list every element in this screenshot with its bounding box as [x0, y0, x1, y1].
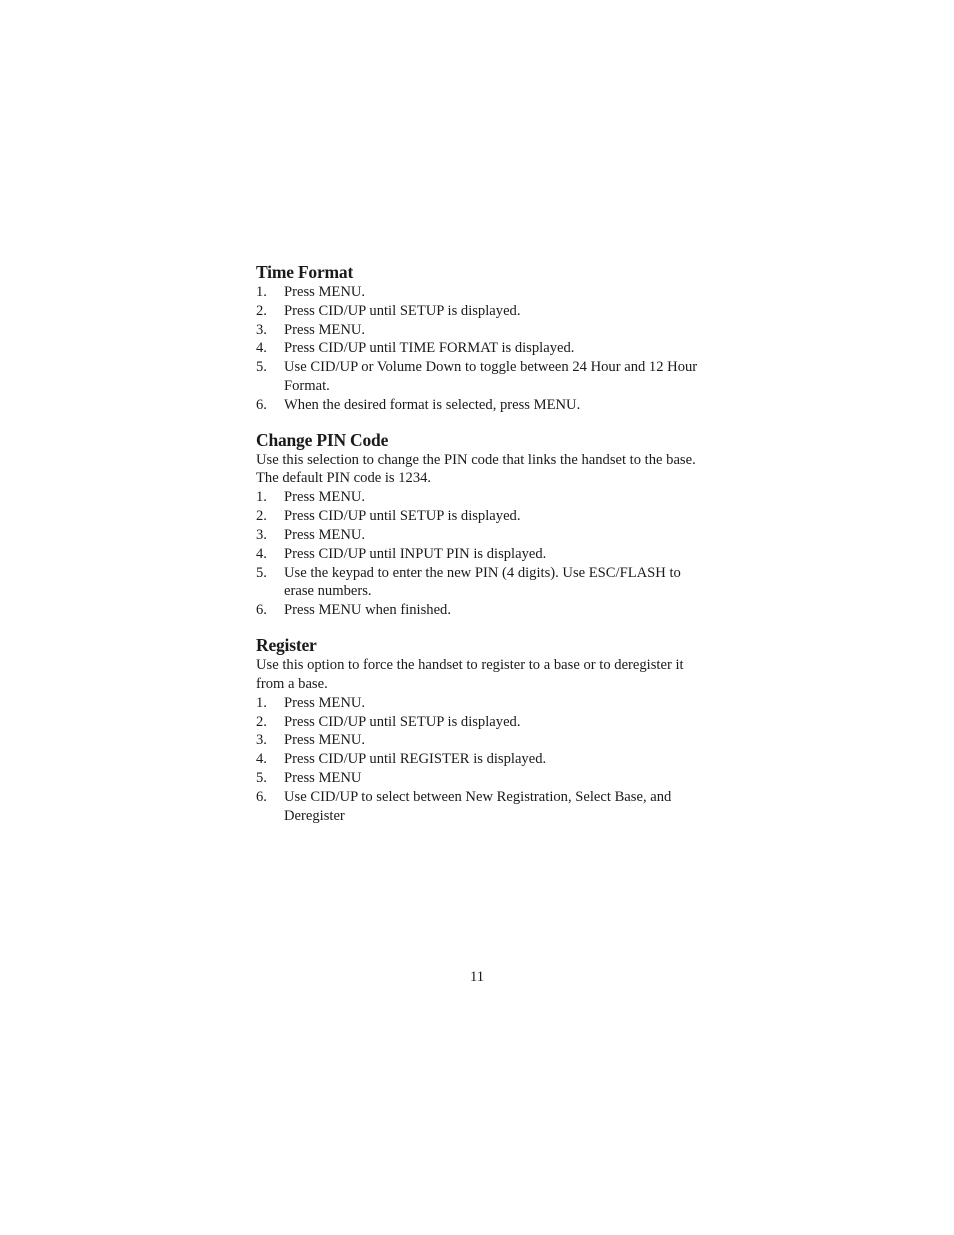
list-item [256, 339, 702, 358]
list-item [256, 731, 702, 750]
step-text: Press MENU. [284, 284, 366, 300]
step-text: Press CID/UP until SETUP is displayed. [284, 508, 521, 525]
list-item [256, 283, 702, 302]
list-item [256, 358, 702, 396]
list-item [256, 769, 702, 788]
step-text: Press MENU [284, 769, 362, 786]
step-number: 1. [256, 284, 267, 300]
step-text: Press MENU. [284, 526, 366, 543]
list-item [256, 507, 702, 526]
step-text: Press MENU. [284, 694, 366, 711]
step-number: 4. [256, 545, 267, 562]
section-title: Time Format [256, 262, 354, 282]
section-intro: Use this option to force the handset to register to a base or to deregister it from a base. [256, 656, 684, 692]
step-text: Press MENU. [284, 321, 366, 338]
step-text: Press CID/UP until SETUP is displayed. [284, 302, 521, 319]
step-number: 6. [256, 602, 267, 619]
step-text: Use CID/UP or Volume Down to toggle between 24 Hour and 12 Hour Format. [284, 359, 698, 394]
section-time-format [256, 261, 702, 415]
list-item [256, 321, 702, 340]
step-text: Press MENU when finished. [284, 602, 452, 619]
step-number: 3. [256, 321, 267, 338]
step-text: When the desired format is selected, press MENU. [284, 396, 581, 413]
list-item [256, 526, 702, 545]
step-number: 3. [256, 526, 267, 543]
step-number: 2. [256, 713, 267, 730]
step-text: Press CID/UP until TIME FORMAT is displayed. [284, 340, 575, 357]
step-number: 2. [256, 302, 267, 319]
step-number: 1. [256, 694, 267, 711]
step-number: 4. [256, 751, 267, 768]
section-register [256, 634, 702, 825]
list-item [256, 302, 702, 321]
list-item [256, 750, 702, 769]
step-number: 6. [256, 396, 267, 413]
step-number: 4. [256, 340, 267, 357]
list-item [256, 396, 702, 415]
step-number: 6. [256, 788, 267, 805]
step-text: Use the keypad to enter the new PIN (4 digits). Use ESC/FLASH to erase numbers. [284, 564, 681, 600]
step-text: Press CID/UP until REGISTER is displayed. [284, 751, 547, 768]
step-number: 3. [256, 732, 267, 749]
step-text: Press MENU. [284, 489, 366, 506]
section-title: Change PIN Code [256, 429, 389, 450]
step-text: Press CID/UP until SETUP is displayed. [284, 713, 521, 730]
step-text: Use CID/UP to select between New Registration, Select Base, and Deregister [284, 788, 672, 824]
step-number: 1. [256, 489, 267, 506]
page-content [256, 261, 702, 825]
list-item [256, 694, 702, 713]
page-number: 11 [469, 969, 485, 985]
step-text: Press MENU. [284, 732, 366, 749]
list-item [256, 601, 702, 620]
step-number: 5. [256, 359, 267, 376]
list-item [256, 788, 702, 826]
step-number: 5. [256, 769, 267, 786]
step-number: 5. [256, 564, 267, 581]
section-change-pin-code [256, 429, 702, 620]
section-intro: Use this selection to change the PIN code that links the handset to the base. The default PIN code is 1234. [256, 451, 696, 487]
step-number: 2. [256, 508, 267, 525]
step-list [256, 488, 702, 620]
list-item [256, 713, 702, 732]
list-item [256, 488, 702, 507]
step-list [256, 283, 702, 415]
list-item [256, 564, 702, 602]
step-list [256, 694, 702, 826]
step-text: Press CID/UP until INPUT PIN is displayed. [284, 545, 547, 562]
list-item [256, 545, 702, 564]
section-title: Register [256, 634, 317, 655]
